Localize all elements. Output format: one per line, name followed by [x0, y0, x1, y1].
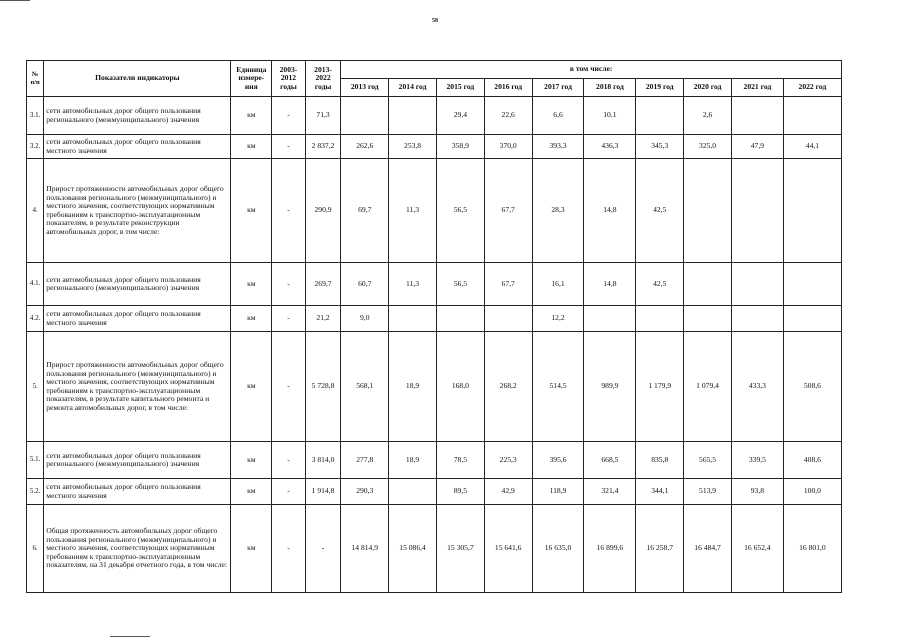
row-value-year: 16 635,0 — [532, 505, 584, 593]
row-value-year: 29,4 — [436, 97, 484, 135]
page-number: 58 — [432, 18, 438, 24]
table-row — [27, 306, 842, 332]
row-value-year — [484, 306, 532, 332]
row-unit: км — [231, 159, 272, 263]
row-value-year — [783, 263, 841, 306]
row-value-year: 325,0 — [684, 135, 732, 159]
row-value-year: 47,9 — [731, 135, 783, 159]
row-value-year — [783, 306, 841, 332]
row-value-2003-2012: - — [272, 306, 306, 332]
row-indicator-name: сети автомобильных дорог общего пользования регионального (межмуниципального) значения — [44, 97, 231, 135]
table-row — [27, 135, 842, 159]
header-year: 2020 год — [684, 79, 732, 97]
row-value-year: 277,8 — [341, 442, 389, 479]
row-unit: км — [231, 332, 272, 442]
row-value-year: 16 484,7 — [684, 505, 732, 593]
row-indicator-name: Прирост протяженности автомобильных дорог общего пользования регионального (межмуниципального) и местного значения, соответствующих нормативным требованиям к транспортно-эксплуатационным показателям, в результате капитального ремонта и ремонта автомобильных дорог, в том числе: — [44, 332, 231, 442]
row-value-2013-2022: 5 728,8 — [305, 332, 341, 442]
row-value-year: 565,5 — [684, 442, 732, 479]
row-number: 3.2. — [27, 135, 44, 159]
row-value-year: 42,5 — [636, 159, 684, 263]
header-year: 2017 год — [532, 79, 584, 97]
row-value-year — [783, 159, 841, 263]
row-value-year: 2,6 — [684, 97, 732, 135]
table-row — [27, 97, 842, 135]
row-value-year: 22,6 — [484, 97, 532, 135]
row-value-year: 321,4 — [584, 479, 636, 505]
header-year: 2022 год — [783, 79, 841, 97]
row-value-2013-2022: 290,9 — [305, 159, 341, 263]
row-value-2003-2012: - — [272, 479, 306, 505]
row-value-year: 18,9 — [389, 332, 437, 442]
row-value-year — [684, 263, 732, 306]
row-value-year: 262,6 — [341, 135, 389, 159]
row-number: 4.2. — [27, 306, 44, 332]
row-value-year: 345,3 — [636, 135, 684, 159]
row-value-2013-2022: 71,3 — [305, 97, 341, 135]
row-value-year: 9,0 — [341, 306, 389, 332]
row-value-year: 436,3 — [584, 135, 636, 159]
row-value-year: 16 801,0 — [783, 505, 841, 593]
header-year: 2015 год — [436, 79, 484, 97]
row-value-year: 56,5 — [436, 159, 484, 263]
row-indicator-name: сети автомобильных дорог общего пользования местного значения — [44, 306, 231, 332]
row-value-year: 67,7 — [484, 263, 532, 306]
row-value-year — [341, 97, 389, 135]
row-value-year: 835,8 — [636, 442, 684, 479]
row-number: 3.1. — [27, 97, 44, 135]
row-unit: км — [231, 505, 272, 593]
row-value-2003-2012: - — [272, 442, 306, 479]
row-indicator-name: сети автомобильных дорог общего пользования регионального (межмуниципального) значения — [44, 442, 231, 479]
row-value-year: 11,3 — [389, 263, 437, 306]
row-value-year: 395,6 — [532, 442, 584, 479]
row-value-year: 408,6 — [783, 442, 841, 479]
header-indicators: Показатели индикаторы — [44, 61, 231, 97]
row-value-2003-2012: - — [272, 263, 306, 306]
row-value-year: 56,5 — [436, 263, 484, 306]
row-value-year: 668,5 — [584, 442, 636, 479]
row-value-year: 42,9 — [484, 479, 532, 505]
header-year: 2013 год — [341, 79, 389, 97]
row-value-2013-2022: 3 814,0 — [305, 442, 341, 479]
row-value-year: 568,1 — [341, 332, 389, 442]
row-unit: км — [231, 263, 272, 306]
row-value-year: 15 305,7 — [436, 505, 484, 593]
row-value-year: 513,9 — [684, 479, 732, 505]
row-value-year — [636, 97, 684, 135]
row-value-year: 344,1 — [636, 479, 684, 505]
row-value-year: 370,0 — [484, 135, 532, 159]
row-indicator-name: Общая протяженность автомобильных дорог общего пользования регионального (межмуниципального) и местного значения, соответствующих нормативным требованиям к транспортно-эксплуатационным показателям, на 31 декабря отчетного года, в том числе: — [44, 505, 231, 593]
header-year: 2018 год — [584, 79, 636, 97]
row-value-year: 42,5 — [636, 263, 684, 306]
row-value-year: 508,6 — [783, 332, 841, 442]
row-value-year: 93,8 — [731, 479, 783, 505]
table-row — [27, 263, 842, 306]
row-value-year: 12,2 — [532, 306, 584, 332]
row-value-year: 1 079,4 — [684, 332, 732, 442]
header-year: 2019 год — [636, 79, 684, 97]
row-value-year: 100,0 — [783, 479, 841, 505]
row-value-year: 78,5 — [436, 442, 484, 479]
table-row — [27, 505, 842, 593]
row-value-year — [584, 306, 636, 332]
row-number: 5.2. — [27, 479, 44, 505]
table-row — [27, 332, 842, 442]
row-number: 6. — [27, 505, 44, 593]
table-row — [27, 479, 842, 505]
row-value-year — [731, 263, 783, 306]
row-value-year — [636, 306, 684, 332]
row-value-year — [684, 159, 732, 263]
row-value-year: 14,8 — [584, 159, 636, 263]
row-number: 4. — [27, 159, 44, 263]
indicators-table — [26, 60, 842, 593]
row-value-year — [684, 306, 732, 332]
row-value-2003-2012: - — [272, 135, 306, 159]
row-value-2013-2022: 1 914,8 — [305, 479, 341, 505]
row-value-year: 358,9 — [436, 135, 484, 159]
row-number: 5.1. — [27, 442, 44, 479]
row-value-year — [389, 306, 437, 332]
row-indicator-name: сети автомобильных дорог общего пользования местного значения — [44, 479, 231, 505]
row-value-year: 433,3 — [731, 332, 783, 442]
row-value-year: 18,9 — [389, 442, 437, 479]
row-value-year: 44,1 — [783, 135, 841, 159]
row-value-year: 28,3 — [532, 159, 584, 263]
table-row — [27, 159, 842, 263]
row-indicator-name: Прирост протяженности автомобильных дорог общего пользования регионального (межмуниципального) и местного значения, соответствующих нормативным требованиям к транспортно-эксплуатационным показателям, в результате реконструкции автомобильных дорог, в том числе: — [44, 159, 231, 263]
row-value-year — [436, 306, 484, 332]
row-value-year: 393,3 — [532, 135, 584, 159]
row-unit: км — [231, 306, 272, 332]
row-value-year: 168,0 — [436, 332, 484, 442]
row-value-year: 15 641,6 — [484, 505, 532, 593]
row-value-year: 16 899,6 — [584, 505, 636, 593]
row-indicator-name: сети автомобильных дорог общего пользования регионального (межмуниципального) значения — [44, 263, 231, 306]
row-value-year — [731, 306, 783, 332]
header-including: в том числе: — [341, 61, 842, 79]
header-unit: Единица измере-ния — [231, 61, 272, 97]
row-value-year: 11,3 — [389, 159, 437, 263]
row-value-year: 67,7 — [484, 159, 532, 263]
row-value-year: 339,5 — [731, 442, 783, 479]
row-value-2003-2012: - — [272, 332, 306, 442]
row-value-year: 6,6 — [532, 97, 584, 135]
row-unit: км — [231, 135, 272, 159]
header-2013-2022: 2013-2022 годы — [305, 61, 341, 97]
row-indicator-name: сети автомобильных дорог общего пользования местного значения — [44, 135, 231, 159]
row-value-2013-2022: 269,7 — [305, 263, 341, 306]
row-value-2013-2022: 21,2 — [305, 306, 341, 332]
row-value-2013-2022: 2 837,2 — [305, 135, 341, 159]
row-value-year: 268,2 — [484, 332, 532, 442]
row-value-2003-2012: - — [272, 505, 306, 593]
row-value-year — [389, 97, 437, 135]
header-number: № п/п — [27, 61, 44, 97]
row-unit: км — [231, 479, 272, 505]
table-row — [27, 442, 842, 479]
row-value-year — [731, 97, 783, 135]
row-value-year: 89,5 — [436, 479, 484, 505]
header-year: 2014 год — [389, 79, 437, 97]
scan-mark-left — [0, 0, 30, 1]
header-year: 2021 год — [731, 79, 783, 97]
row-value-year: 16 258,7 — [636, 505, 684, 593]
row-unit: км — [231, 97, 272, 135]
row-value-year: 1 179,9 — [636, 332, 684, 442]
row-value-year: 253,8 — [389, 135, 437, 159]
scan-mark-bottom-left — [110, 636, 150, 637]
row-value-2003-2012: - — [272, 159, 306, 263]
row-value-year — [731, 159, 783, 263]
row-value-year: 514,5 — [532, 332, 584, 442]
row-value-year: 69,7 — [341, 159, 389, 263]
row-value-year: 290,3 — [341, 479, 389, 505]
row-value-year: 16 652,4 — [731, 505, 783, 593]
row-value-year: 989,9 — [584, 332, 636, 442]
row-number: 4.1. — [27, 263, 44, 306]
row-value-year: 14,8 — [584, 263, 636, 306]
row-value-year: 14 814,9 — [341, 505, 389, 593]
row-value-year — [389, 479, 437, 505]
row-number: 5. — [27, 332, 44, 442]
header-year: 2016 год — [484, 79, 532, 97]
row-value-year: 225,3 — [484, 442, 532, 479]
row-value-year: 15 086,4 — [389, 505, 437, 593]
row-value-2003-2012: - — [272, 97, 306, 135]
row-value-2013-2022: - — [305, 505, 341, 593]
row-value-year: 60,7 — [341, 263, 389, 306]
header-2003-2012: 2003-2012 годы — [272, 61, 306, 97]
row-value-year: 10,1 — [584, 97, 636, 135]
row-value-year: 118,9 — [532, 479, 584, 505]
row-unit: км — [231, 442, 272, 479]
row-value-year — [783, 97, 841, 135]
row-value-year: 16,1 — [532, 263, 584, 306]
